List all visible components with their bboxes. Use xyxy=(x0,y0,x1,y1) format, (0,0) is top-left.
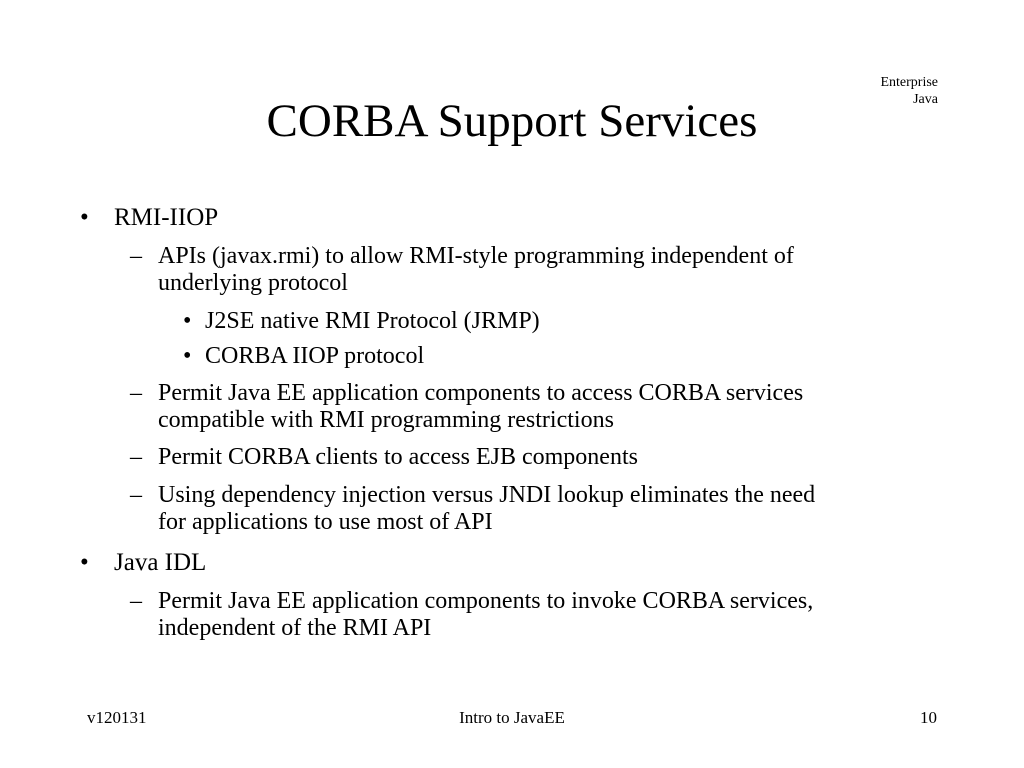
sub-bullet-corba-clients xyxy=(130,444,638,471)
sub-bullet-line: independent of the RMI API xyxy=(158,615,432,641)
sub-bullet-line: Permit Java EE application components to access CORBA services xyxy=(158,380,804,406)
sub-bullet-line: APIs (javax.rmi) to allow RMI-style programming independent of xyxy=(158,243,794,269)
dash-mark: – xyxy=(130,444,142,470)
footer-version: v120131 xyxy=(87,708,147,727)
bullet-java-idl xyxy=(80,548,207,578)
bullet-text: RMI-IIOP xyxy=(114,204,219,231)
sub-bullet-invoke-corba xyxy=(130,588,814,642)
sub-bullet-line: Permit Java EE application components to invoke CORBA services, xyxy=(158,588,814,614)
bullet-mark: • xyxy=(183,343,192,369)
corner-label-line2: Java xyxy=(913,92,938,107)
dash-mark: – xyxy=(130,588,142,614)
bullet-text: Java IDL xyxy=(114,549,207,576)
sub-bullet-line: Permit CORBA clients to access EJB components xyxy=(158,444,638,470)
sub-bullet-access-corba xyxy=(130,380,804,434)
corner-label-line1: Enterprise xyxy=(880,75,938,90)
footer-page-number: 10 xyxy=(920,708,937,727)
footer-title: Intro to JavaEE xyxy=(459,708,565,727)
sub-bullet-line: for applications to use most of API xyxy=(158,509,493,535)
sub-bullet-line: underlying protocol xyxy=(158,270,348,296)
sub-sub-bullet-text: CORBA IIOP protocol xyxy=(205,343,425,369)
bullet-mark: • xyxy=(80,549,89,576)
dash-mark: – xyxy=(130,482,142,508)
sub-bullet-apis xyxy=(130,243,794,297)
sub-sub-bullet-jrmp xyxy=(183,307,540,335)
sub-bullet-line: Using dependency injection versus JNDI lookup eliminates the need xyxy=(158,482,816,508)
sub-bullet-dependency-injection xyxy=(130,482,816,536)
bullet-mark: • xyxy=(183,308,192,334)
dash-mark: – xyxy=(130,380,142,406)
slide-title: CORBA Support Services xyxy=(266,95,758,147)
dash-mark: – xyxy=(130,243,142,269)
bullet-mark: • xyxy=(80,204,89,231)
bullet-rmi-iiop xyxy=(80,203,219,233)
sub-sub-bullet-text: J2SE native RMI Protocol (JRMP) xyxy=(205,308,540,334)
sub-sub-bullet-iiop xyxy=(183,342,425,370)
sub-bullet-line: compatible with RMI programming restrictions xyxy=(158,407,614,433)
